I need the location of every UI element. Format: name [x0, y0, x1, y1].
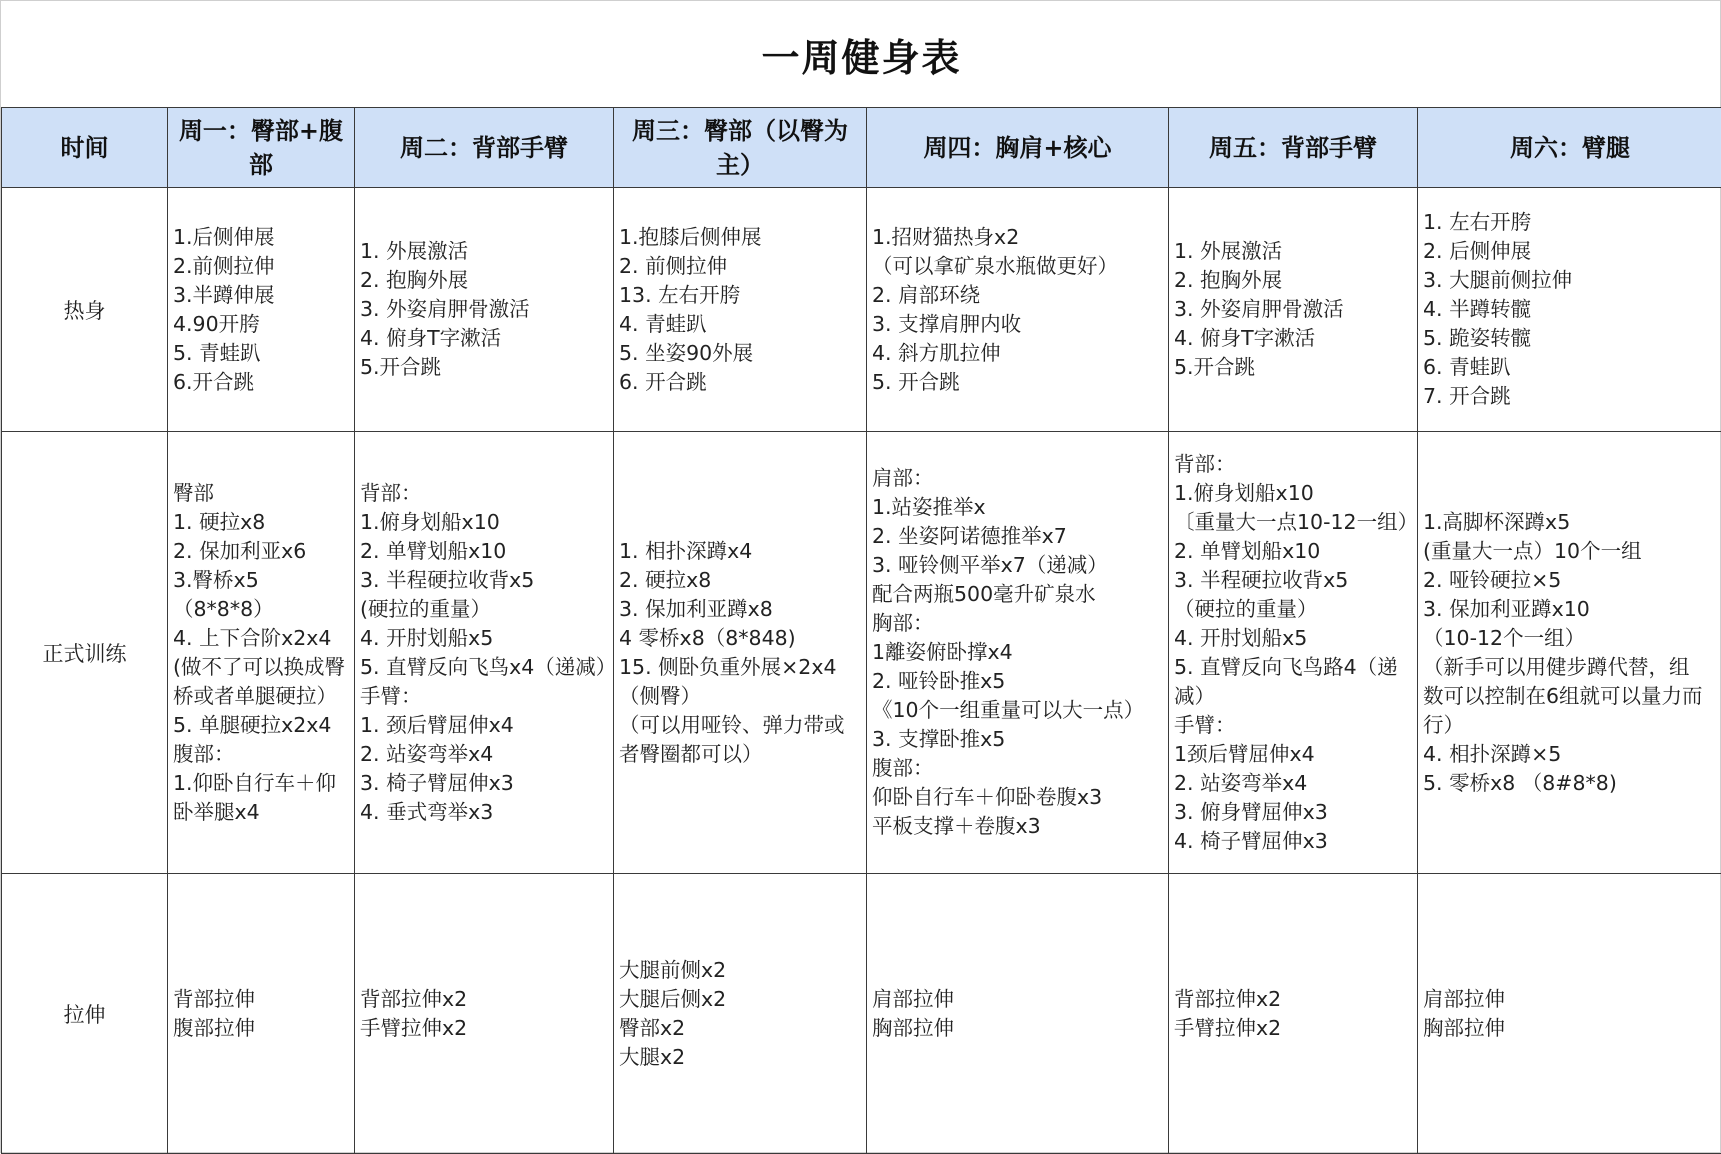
cell-line: 数可以控制在6组就可以量力而行）: [1423, 682, 1718, 740]
cell-line: 4. 半蹲转髋: [1423, 295, 1718, 324]
cell-main-training-friday[interactable]: [1169, 432, 1418, 874]
cell-line: 3.臀桥x5: [173, 566, 350, 595]
cell-stretch-saturday[interactable]: [1418, 874, 1721, 1154]
row-label-main-training[interactable]: 正式训练: [2, 432, 168, 874]
cell-line: 手臂：: [360, 682, 609, 711]
cell-line: 1.高脚杯深蹲x5: [1423, 508, 1718, 537]
cell-line: 3. 支撑肩胛内收: [872, 310, 1164, 339]
cell-line: 《10个一组重量可以大一点）: [872, 696, 1164, 725]
cell-line: 5.开合跳: [360, 353, 609, 382]
cell-lines: [1174, 237, 1413, 382]
cell-lines: [173, 985, 350, 1043]
cell-lines: [619, 223, 862, 397]
sheet-title: 一周健身表: [1, 1, 1721, 107]
header-wednesday[interactable]: 周三：臀部（以臀为主）: [614, 108, 867, 188]
cell-line: 肩部拉伸: [1423, 985, 1718, 1014]
cell-line: （硬拉的重量）: [1174, 595, 1413, 624]
weekly-schedule-table: [1, 107, 1721, 1154]
cell-line: 1.站姿推举x: [872, 493, 1164, 522]
cell-line: 4. 上下合阶x2x4: [173, 624, 350, 653]
cell-line: 2. 后侧伸展: [1423, 237, 1718, 266]
cell-lines: [872, 464, 1164, 841]
cell-lines: [1423, 208, 1718, 411]
header-monday[interactable]: 周一：臀部+腹部: [168, 108, 355, 188]
cell-line: 6. 青蛙趴: [1423, 353, 1718, 382]
cell-warmup-thursday[interactable]: [867, 188, 1169, 432]
cell-line: 4.90开胯: [173, 310, 350, 339]
cell-lines: [872, 985, 1164, 1043]
cell-stretch-thursday[interactable]: [867, 874, 1169, 1154]
cell-line: 4. 斜方肌拉伸: [872, 339, 1164, 368]
header-time[interactable]: 时间: [2, 108, 168, 188]
cell-lines: [173, 479, 350, 827]
cell-lines: [1423, 985, 1718, 1043]
cell-line: 胸部：: [872, 609, 1164, 638]
cell-line: 4. 开肘划船x5: [1174, 624, 1413, 653]
cell-line: 臀部: [173, 479, 350, 508]
cell-line: (做不了可以换成臀桥或者单腿硬拉）: [173, 653, 350, 711]
cell-warmup-tuesday[interactable]: [355, 188, 614, 432]
cell-line: 3. 椅子臂屈伸x3: [360, 769, 609, 798]
cell-line: 2. 站姿弯举x4: [1174, 769, 1413, 798]
cell-line: 13. 左右开胯: [619, 281, 862, 310]
cell-line: 3. 俯身臂屈伸x3: [1174, 798, 1413, 827]
cell-line: （可以用哑铃、弹力带或者臀圈都可以）: [619, 711, 862, 769]
cell-line: 3. 保加利亚蹲x8: [619, 595, 862, 624]
cell-line: 1.俯身划船x10: [360, 508, 609, 537]
cell-line: 5. 直臂反向飞鸟x4（递减）: [360, 653, 609, 682]
cell-line: 4. 俯身T字漱活: [1174, 324, 1413, 353]
cell-line: 1.仰卧自行车＋仰卧举腿x4: [173, 769, 350, 827]
cell-main-training-saturday[interactable]: [1418, 432, 1721, 874]
cell-line: 3. 大腿前侧拉伸: [1423, 266, 1718, 295]
table-row-stretch: [2, 874, 1721, 1154]
cell-line: 4. 俯身T字漱活: [360, 324, 609, 353]
cell-lines: [360, 479, 609, 827]
cell-line: 1. 外展激活: [1174, 237, 1413, 266]
cell-line: 5. 青蛙趴: [173, 339, 350, 368]
cell-line: 大腿后侧x2: [619, 985, 862, 1014]
cell-line: 1. 相扑深蹲x4: [619, 537, 862, 566]
cell-line: 仰卧自行车＋仰卧卷腹x3: [872, 783, 1164, 812]
cell-line: 平板支撑＋卷腹x3: [872, 812, 1164, 841]
cell-line: 1.俯身划船x10: [1174, 479, 1413, 508]
cell-line: 臀部x2: [619, 1014, 862, 1043]
cell-line: 胸部拉伸: [1423, 1014, 1718, 1043]
cell-line: 6.开合跳: [173, 368, 350, 397]
cell-line: 肩部：: [872, 464, 1164, 493]
cell-line: 肩部拉伸: [872, 985, 1164, 1014]
cell-main-training-monday[interactable]: [168, 432, 355, 874]
cell-line: 配合两瓶500毫升矿泉水: [872, 580, 1164, 609]
cell-line: 2. 保加利亚x6: [173, 537, 350, 566]
cell-line: 2. 坐姿阿诺德推举x7: [872, 522, 1164, 551]
cell-lines: [619, 537, 862, 769]
cell-line: 5. 开合跳: [872, 368, 1164, 397]
cell-line: 2. 抱胸外展: [360, 266, 609, 295]
cell-line: 背部拉伸x2: [1174, 985, 1413, 1014]
cell-line: 5. 跪姿转髋: [1423, 324, 1718, 353]
cell-line: 2. 抱胸外展: [1174, 266, 1413, 295]
cell-line: 3.半蹲伸展: [173, 281, 350, 310]
cell-line: 3. 保加利亚蹲x10: [1423, 595, 1718, 624]
header-friday[interactable]: 周五：背部手臂: [1169, 108, 1418, 188]
cell-warmup-monday[interactable]: [168, 188, 355, 432]
cell-stretch-friday[interactable]: [1169, 874, 1418, 1154]
cell-line: 5. 坐姿90外展: [619, 339, 862, 368]
cell-line: 腹部拉伸: [173, 1014, 350, 1043]
cell-line: 5. 直臂反向飞鸟路4（递减）: [1174, 653, 1413, 711]
cell-line: 1. 颈后臂屈伸x4: [360, 711, 609, 740]
cell-line: 腹部：: [173, 740, 350, 769]
cell-line: 手臂拉伸x2: [1174, 1014, 1413, 1043]
cell-lines: [173, 223, 350, 397]
cell-line: 3. 支撑卧推x5: [872, 725, 1164, 754]
cell-line: 7. 开合跳: [1423, 382, 1718, 411]
cell-lines: [1423, 508, 1718, 798]
cell-line: 背部：: [360, 479, 609, 508]
cell-line: 1.后侧伸展: [173, 223, 350, 252]
cell-line: 3. 外姿肩胛骨激活: [1174, 295, 1413, 324]
cell-line: 1. 外展激活: [360, 237, 609, 266]
cell-lines: [1174, 985, 1413, 1043]
cell-line: （10-12个一组）: [1423, 624, 1718, 653]
cell-line: （8*8*8）: [173, 595, 350, 624]
cell-line: 4. 垂式弯举x3: [360, 798, 609, 827]
cell-line: 背部拉伸: [173, 985, 350, 1014]
cell-stretch-wednesday[interactable]: [614, 874, 867, 1154]
cell-line: 2.前侧拉伸: [173, 252, 350, 281]
cell-line: 〔重量大一点10-12一组）: [1174, 508, 1413, 537]
cell-line: 背部：: [1174, 450, 1413, 479]
row-label-warmup[interactable]: 热身: [2, 188, 168, 432]
cell-lines: [619, 956, 862, 1072]
cell-lines: [1174, 450, 1413, 856]
cell-line: 手臂：: [1174, 711, 1413, 740]
cell-line: 1颈后臂屈伸x4: [1174, 740, 1413, 769]
cell-line: 2. 单臂划船x10: [360, 537, 609, 566]
header-tuesday[interactable]: 周二：背部手臂: [355, 108, 614, 188]
cell-line: 3. 半程硬拉收背x5: [1174, 566, 1413, 595]
table-row-warmup: [2, 188, 1721, 432]
cell-main-training-thursday[interactable]: [867, 432, 1169, 874]
cell-line: 3. 半程硬拉收背x5: [360, 566, 609, 595]
cell-stretch-tuesday[interactable]: [355, 874, 614, 1154]
cell-line: (硬拉的重量）: [360, 595, 609, 624]
cell-line: 2. 哑铃硬拉×5: [1423, 566, 1718, 595]
cell-line: 15. 侧卧负重外展×2x4（侧臀）: [619, 653, 862, 711]
cell-line: 1. 硬拉x8: [173, 508, 350, 537]
cell-lines: [360, 985, 609, 1043]
cell-line: 腹部：: [872, 754, 1164, 783]
row-label-stretch[interactable]: 拉伸: [2, 874, 168, 1154]
cell-line: 6. 开合跳: [619, 368, 862, 397]
cell-line: (重量大一点）10个一组: [1423, 537, 1718, 566]
cell-line: 胸部拉伸: [872, 1014, 1164, 1043]
header-saturday[interactable]: 周六：臂腿: [1418, 108, 1721, 188]
cell-line: 5.开合跳: [1174, 353, 1413, 382]
cell-line: 4. 相扑深蹲×5: [1423, 740, 1718, 769]
cell-line: 2. 站姿弯举x4: [360, 740, 609, 769]
cell-line: 5. 零桥x8 （8#8*8): [1423, 769, 1718, 798]
cell-line: （新手可以用健步蹲代替，组: [1423, 653, 1718, 682]
cell-warmup-saturday[interactable]: [1418, 188, 1721, 432]
cell-line: 4. 青蛙趴: [619, 310, 862, 339]
cell-main-training-tuesday[interactable]: [355, 432, 614, 874]
cell-line: 大腿前侧x2: [619, 956, 862, 985]
cell-line: 手臂拉伸x2: [360, 1014, 609, 1043]
cell-line: （可以拿矿泉水瓶做更好）: [872, 252, 1164, 281]
cell-lines: [872, 223, 1164, 397]
cell-line: 1. 左右开胯: [1423, 208, 1718, 237]
cell-line: 4. 开肘划船x5: [360, 624, 609, 653]
cell-line: 4 零桥x8（8*848): [619, 624, 862, 653]
cell-line: 3. 哑铃侧平举x7（递减）: [872, 551, 1164, 580]
cell-warmup-wednesday[interactable]: [614, 188, 867, 432]
cell-line: 3. 外姿肩胛骨激活: [360, 295, 609, 324]
cell-line: 1.抱膝后侧伸展: [619, 223, 862, 252]
cell-line: 5. 单腿硬拉x2x4: [173, 711, 350, 740]
cell-line: 2. 硬拉x8: [619, 566, 862, 595]
header-thursday[interactable]: 周四：胸肩+核心: [867, 108, 1169, 188]
cell-line: 2. 单臂划船x10: [1174, 537, 1413, 566]
cell-line: 1.招财猫热身x2: [872, 223, 1164, 252]
cell-line: 背部拉伸x2: [360, 985, 609, 1014]
header-row: [2, 108, 1721, 188]
cell-warmup-friday[interactable]: [1169, 188, 1418, 432]
cell-line: 1離姿俯卧撑x4: [872, 638, 1164, 667]
cell-line: 2. 哑铃卧推x5: [872, 667, 1164, 696]
cell-line: 2. 前侧拉伸: [619, 252, 862, 281]
cell-line: 4. 椅子臂屈伸x3: [1174, 827, 1413, 856]
table-row-main-training: [2, 432, 1721, 874]
cell-line: 2. 肩部环绕: [872, 281, 1164, 310]
cell-stretch-monday[interactable]: [168, 874, 355, 1154]
cell-main-training-wednesday[interactable]: [614, 432, 867, 874]
cell-lines: [360, 237, 609, 382]
cell-line: 大腿x2: [619, 1043, 862, 1072]
